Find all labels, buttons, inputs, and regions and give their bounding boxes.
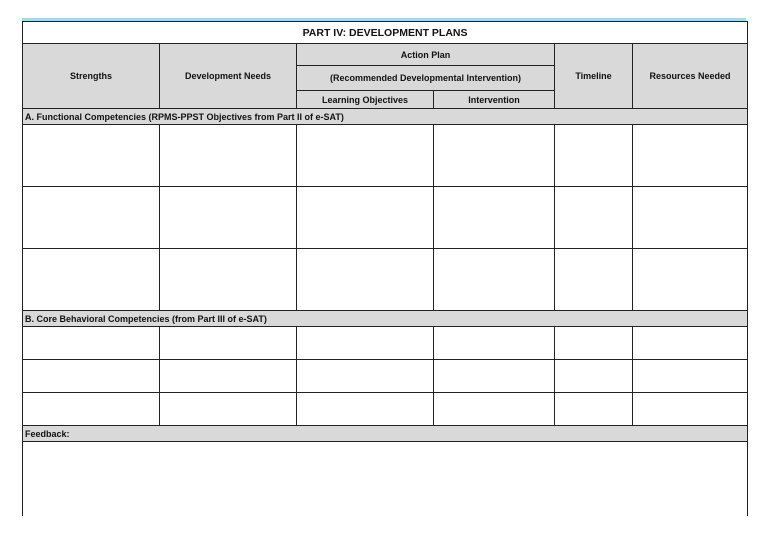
cell-resources-needed[interactable] — [633, 327, 748, 360]
cell-timeline[interactable] — [555, 125, 633, 187]
header-action-plan-label: Action Plan — [400, 49, 451, 60]
section-core-behavioral-competencies: B. Core Behavioral Competencies (from Part III of e-SAT) — [23, 311, 748, 327]
cell-learning-objectives[interactable] — [297, 360, 434, 393]
cell-development-needs[interactable] — [160, 187, 297, 249]
table-row — [23, 360, 748, 393]
cell-development-needs[interactable] — [160, 327, 297, 360]
header-resources-needed: Resources Needed — [633, 44, 748, 109]
cell-resources-needed[interactable] — [633, 125, 748, 187]
cell-development-needs[interactable] — [160, 125, 297, 187]
header-development-needs: Development Needs — [160, 44, 297, 109]
cell-timeline[interactable] — [555, 327, 633, 360]
cell-intervention[interactable] — [434, 187, 555, 249]
cell-learning-objectives[interactable] — [297, 187, 434, 249]
cell-strengths[interactable] — [23, 327, 160, 360]
page-title: PART IV: DEVELOPMENT PLANS — [23, 22, 748, 44]
table-row — [23, 187, 748, 249]
feedback-area[interactable] — [23, 442, 748, 517]
section-functional-competencies: A. Functional Competencies (RPMS-PPST Objectives from Part II of e-SAT) — [23, 109, 748, 125]
cell-intervention[interactable] — [434, 125, 555, 187]
section-feedback-label: Feedback: — [23, 426, 748, 442]
header-action-plan-subtitle: (Recommended Developmental Intervention) — [297, 66, 555, 91]
development-plan-table — [22, 21, 748, 516]
cell-resources-needed[interactable] — [633, 187, 748, 249]
header-action-plan — [297, 44, 555, 66]
cell-intervention[interactable] — [434, 249, 555, 311]
cell-strengths[interactable] — [23, 249, 160, 311]
cell-strengths[interactable] — [23, 360, 160, 393]
cell-learning-objectives[interactable] — [297, 327, 434, 360]
cell-intervention[interactable] — [434, 393, 555, 426]
cell-resources-needed[interactable] — [633, 249, 748, 311]
cell-learning-objectives[interactable] — [297, 125, 434, 187]
cell-resources-needed[interactable] — [633, 393, 748, 426]
cell-development-needs[interactable] — [160, 393, 297, 426]
table-row — [23, 249, 748, 311]
header-learning-objectives: Learning Objectives — [297, 91, 434, 109]
cell-development-needs[interactable] — [160, 360, 297, 393]
cell-intervention[interactable] — [434, 327, 555, 360]
cell-timeline[interactable] — [555, 249, 633, 311]
cell-resources-needed[interactable] — [633, 360, 748, 393]
cell-timeline[interactable] — [555, 393, 633, 426]
cell-learning-objectives[interactable] — [297, 393, 434, 426]
table-row — [23, 327, 748, 360]
cell-strengths[interactable] — [23, 393, 160, 426]
cell-timeline[interactable] — [555, 187, 633, 249]
cell-intervention[interactable] — [434, 360, 555, 393]
header-intervention: Intervention — [434, 91, 555, 109]
cell-learning-objectives[interactable] — [297, 249, 434, 311]
cell-timeline[interactable] — [555, 360, 633, 393]
cell-strengths[interactable] — [23, 125, 160, 187]
cell-development-needs[interactable] — [160, 249, 297, 311]
header-timeline: Timeline — [555, 44, 633, 109]
header-strengths: Strengths — [23, 44, 160, 109]
cell-strengths[interactable] — [23, 187, 160, 249]
table-row — [23, 125, 748, 187]
table-row — [23, 393, 748, 426]
